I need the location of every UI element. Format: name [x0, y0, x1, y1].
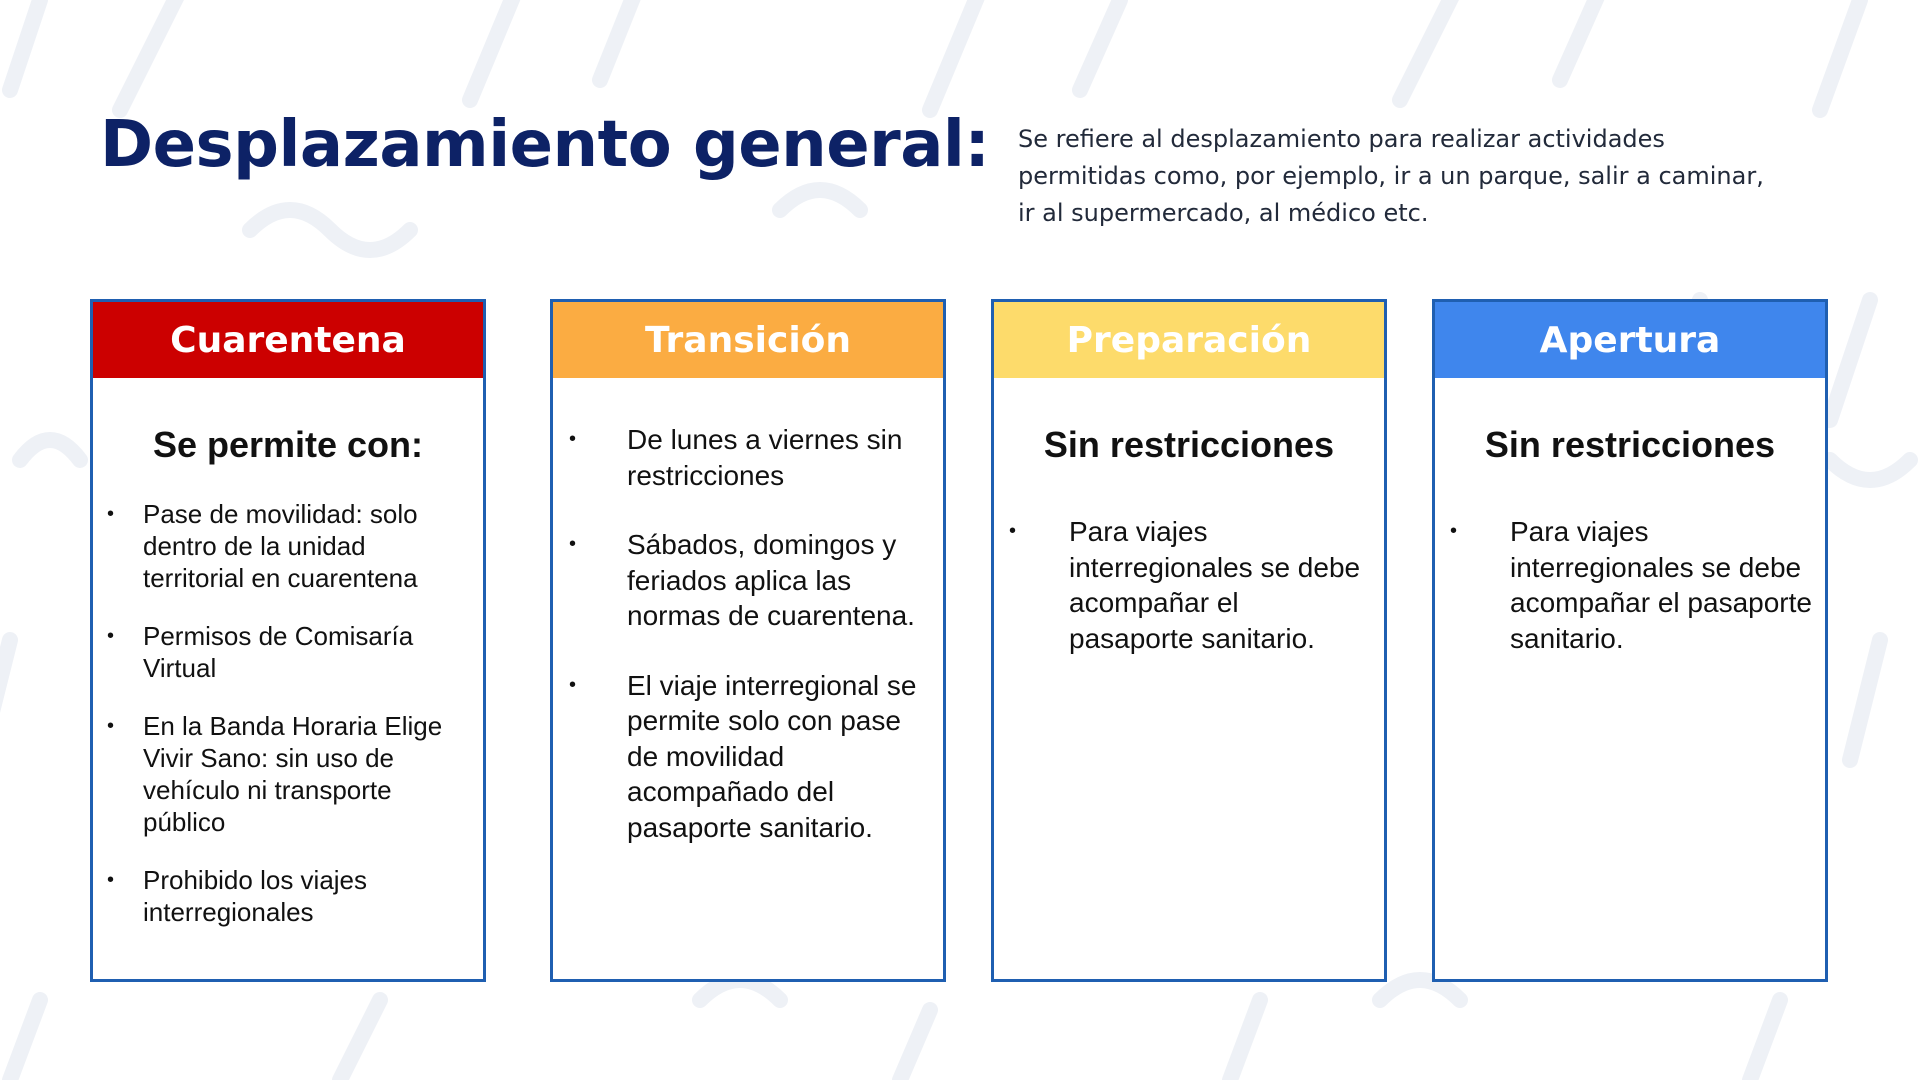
bullet-list	[107, 498, 463, 954]
list-item-text: De lunes a viernes sin restricciones	[627, 424, 903, 491]
bullet-list	[569, 422, 929, 879]
bullet-icon: •	[107, 625, 115, 647]
list-item-text: Permisos de Comisaría Virtual	[143, 621, 414, 683]
list-item	[1009, 514, 1364, 656]
stage-header-cuarentena: Cuarentena	[93, 302, 483, 378]
stage-card-cuarentena	[90, 299, 486, 982]
bullet-icon: •	[569, 428, 577, 450]
bullet-list	[1009, 514, 1364, 656]
page-description: Se refiere al desplazamiento para realizar actividades permitidas como, por ejemplo, ir a un parque, salir a caminar, ir al supermercado, al médico etc.	[1018, 125, 1764, 227]
list-item-text: En la Banda Horaria Elige Vivir Sano: sin uso de vehículo ni transporte público	[143, 711, 443, 837]
list-item	[569, 422, 929, 493]
stage-header-apertura: Apertura	[1435, 302, 1825, 378]
bullet-icon: •	[569, 673, 577, 696]
stage-header-preparacion: Preparación	[994, 302, 1384, 378]
list-item-text: Prohibido los viajes interregionales	[143, 865, 368, 927]
bullet-icon: •	[1009, 520, 1017, 542]
stage-card-apertura	[1432, 299, 1828, 982]
page-title: Desplazamiento general:	[100, 108, 990, 182]
bullet-icon: •	[1450, 520, 1458, 542]
list-item	[107, 710, 463, 838]
stage-card-transicion	[550, 299, 946, 982]
list-item-text: Sábados, domingos y feriados aplica las normas de cuarentena.	[627, 529, 915, 631]
list-item-text: Pase de movilidad: solo dentro de la unidad territorial en cuarentena	[143, 499, 418, 593]
stage-header-transicion: Transición	[553, 302, 943, 378]
stage-card-preparacion	[991, 299, 1387, 982]
list-item	[107, 498, 463, 594]
list-item	[107, 620, 463, 684]
stage-subtitle: Sin restricciones	[1043, 424, 1335, 465]
list-item	[569, 527, 929, 634]
list-item-text: Para viajes interregionales se debe acompañar el pasaporte sanitario.	[1510, 516, 1812, 654]
stage-subtitle: Se permite con:	[152, 424, 424, 465]
bullet-icon: •	[569, 533, 577, 555]
bullet-icon: •	[107, 869, 115, 891]
list-item-text: Para viajes interregionales se debe acompañar el pasaporte sanitario.	[1069, 516, 1361, 654]
list-item	[569, 668, 929, 846]
bullet-icon: •	[107, 715, 115, 737]
bullet-list	[1450, 514, 1817, 656]
stage-subtitle: Sin restricciones	[1484, 424, 1776, 465]
bullet-icon: •	[107, 503, 115, 525]
list-item	[1450, 514, 1817, 656]
list-item	[107, 864, 463, 928]
list-item-text: El viaje interregional se permite solo con pase de movilidad acompañado del pasaporte sanitario.	[627, 669, 917, 843]
